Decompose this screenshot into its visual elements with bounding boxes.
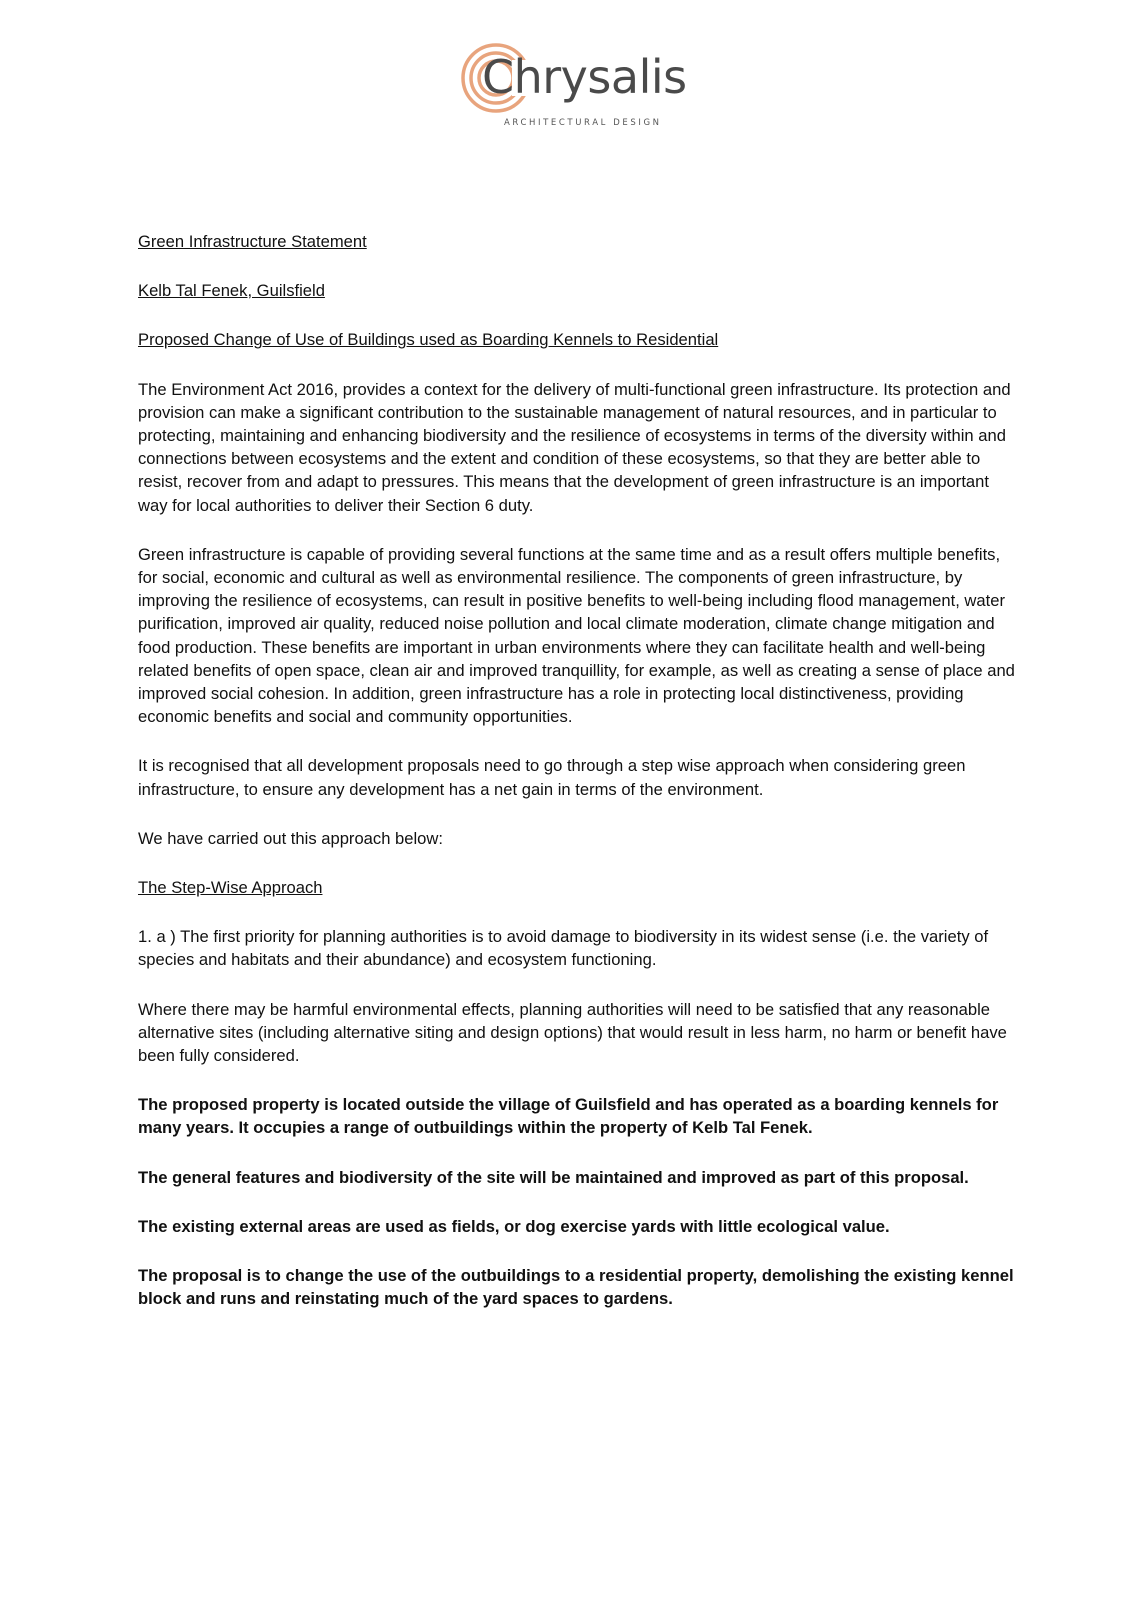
- paragraph: It is recognised that all development proposals need to go through a step wise approach when considering green infrastructure, to ensure any development has a net gain in terms of the environment.: [138, 756, 966, 799]
- paragraph: We have carried out this approach below:: [138, 828, 444, 848]
- paragraph: The Environment Act 2016, provides a context for the delivery of multi-functional green infrastructure. Its protection and provision can make a significant contribution to the sustainable management of natural resources, and in particular to protecting, maintaining and enhancing biodiversity and the resilience of ecosystems in terms of the diversity within and connections between ecosystems and the extent and condition of these ecosystems, so that they are better able to resist, recover from and adapt to pressures. This means that the development of green infrastructure is an important way for local authorities to deliver their Section 6 duty.: [138, 379, 1011, 515]
- logo-brand-name: Chrysalis: [482, 50, 687, 104]
- site-name: Kelb Tal Fenek, Guilsfield: [138, 281, 325, 301]
- section-heading: The Step-Wise Approach: [138, 878, 323, 898]
- chrysalis-logo: [456, 40, 686, 140]
- bold-paragraph: The existing external areas are used as fields, or dog exercise yards with little ecological value.: [138, 1216, 890, 1236]
- logo-tagline: ARCHITECTURAL DESIGN: [504, 118, 662, 128]
- step-paragraph: 1. a ) The first priority for planning authorities is to avoid damage to biodiversity in its widest sense (i.e. the variety of species and habitats and their abundance) and ecosystem functioning.: [138, 927, 989, 970]
- bold-paragraph: The proposal is to change the use of the outbuildings to a residential property, demolishing the existing kennel block and runs and reinstating much of the yard spaces to gardens.: [138, 1266, 1014, 1309]
- proposal-title: Proposed Change of Use of Buildings used as Boarding Kennels to Residential: [138, 330, 719, 350]
- bold-paragraph: The general features and biodiversity of the site will be maintained and improved as part of this proposal.: [138, 1167, 969, 1187]
- bold-paragraph: The proposed property is located outside the village of Guilsfield and has operated as a boarding kennels for many years. It occupies a range of outbuildings within the property of Kelb Tal Fenek.: [138, 1095, 999, 1138]
- document-title: Green Infrastructure Statement: [138, 232, 367, 251]
- document-body: [138, 230, 1018, 1337]
- step-paragraph: Where there may be harmful environmental effects, planning authorities will need to be satisfied that any reasonable alternative sites (including alternative siting and design options) that would result in less harm, no harm or benefit have been fully considered.: [138, 999, 1007, 1066]
- paragraph: Green infrastructure is capable of providing several functions at the same time and as a result offers multiple benefits, for social, economic and cultural as well as environmental resilience. The components of green infrastructure, by improving the resilience of ecosystems, can result in positive benefits to well-being including flood management, water purification, improved air quality, reduced noise pollution and local climate moderation, climate change mitigation and food production. These benefits are important in urban environments where they can facilitate health and well-being related benefits of open space, clean air and improved tranquillity, for example, as well as creating a sense of place and improved social cohesion. In addition, green infrastructure has a role in protecting local distinctiveness, providing economic benefits and social and community opportunities.: [138, 544, 1015, 727]
